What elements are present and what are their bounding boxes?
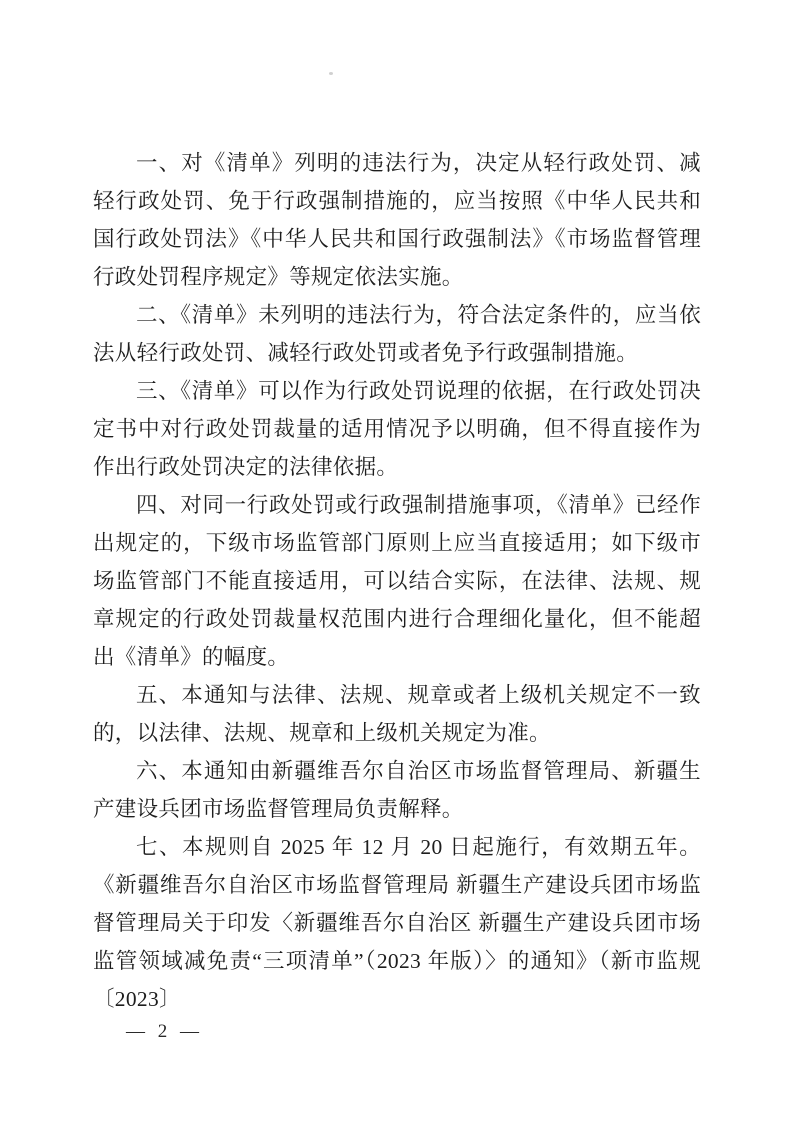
document-body	[93, 144, 701, 1018]
paragraph: 二、《清单》未列明的违法行为，符合法定条件的，应当依法从轻行政处罚、减轻行政处罚或者免予行政强制措施。	[93, 303, 701, 365]
scan-artifact	[329, 72, 333, 75]
paragraph: 六、本通知由新疆维吾尔自治区市场监督管理局、新疆生产建设兵团市场监督管理局负责解释。	[93, 759, 701, 821]
paragraph: 一、对《清单》列明的违法行为，决定从轻行政处罚、减轻行政处罚、免于行政强制措施的，应当按照《中华人民共和国行政处罚法》《中华人民共和国行政强制法》《市场监督管理行政处罚程序规定》等规定依法实施。	[93, 151, 701, 289]
paragraph: 七、本规则自 2025 年 12 月 20 日起施行，有效期五年。《新疆维吾尔自治区市场监督管理局 新疆生产建设兵团市场监督管理局关于印发〈新疆维吾尔自治区 新疆生产建设兵团市场监管领域减免责“三项清单”（2023 年版）〉的通知》（新市监规〔2023〕	[93, 835, 701, 1011]
paragraph: 三、《清单》可以作为行政处罚说理的依据，在行政处罚决定书中对行政处罚裁量的适用情况予以明确，但不得直接作为作出行政处罚决定的法律依据。	[93, 379, 701, 479]
paragraph: 四、对同一行政处罚或行政强制措施事项，《清单》已经作出规定的，下级市场监管部门原则上应当直接适用；如下级市场监管部门不能直接适用，可以结合实际，在法律、法规、规章规定的行政处罚裁量权范围内进行合理细化量化，但不能超出《清单》的幅度。	[93, 493, 701, 669]
paragraph: 五、本通知与法律、法规、规章或者上级机关规定不一致的，以法律、法规、规章和上级机关规定为准。	[93, 683, 701, 745]
page-number: — 2 —	[126, 1021, 203, 1042]
